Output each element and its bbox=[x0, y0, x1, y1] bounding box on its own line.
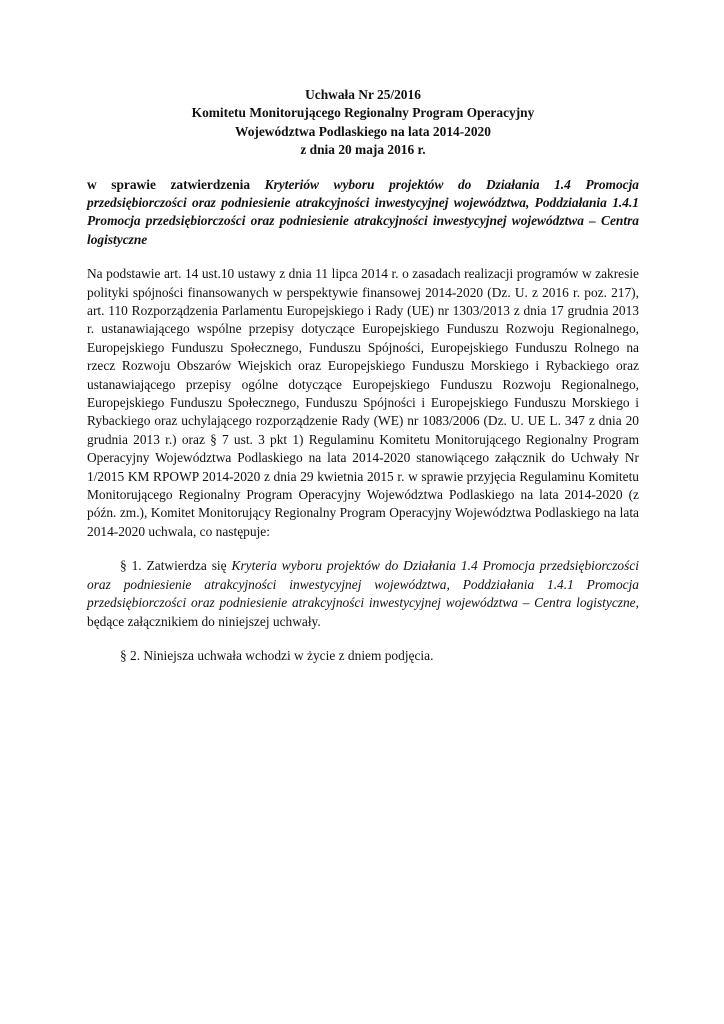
section-1-prefix: § 1. Zatwierdza się bbox=[120, 558, 232, 574]
section-1-suffix: , będące załącznikiem do niniejszej uchwały. bbox=[87, 595, 639, 629]
section-1-title: Kryteria wyboru projektów do Działania 1.4 Promocja przedsiębiorczości oraz podniesienie atrakcyjności inwestycyjnej województwa, Poddziałania 1.4.1 Promocja przedsiębiorczości oraz podniesienie atrakcyjności inwestycyjnej województwa – Centra logistyczne bbox=[87, 558, 639, 611]
resolution-number: Uchwała Nr 25/2016 bbox=[305, 87, 421, 102]
program-name: Województwa Podlaskiego na lata 2014-2020 bbox=[235, 123, 491, 139]
section-2-paragraph: § 2. Niniejsza uchwała wchodzi w życie z dniem podjęcia. bbox=[120, 647, 434, 663]
legal-basis-paragraph: Na podstawie art. 14 ust.10 ustawy z dnia 11 lipca 2014 r. o zasadach realizacji programów w zakresie polityki spójności finansowanych w perspektywie finansowej 2014-2020 (Dz. U. z 2016 r. poz. 217), art. 110 Rozporządzenia Parlamentu Europejskiego i Rady (UE) nr 1303/2013 z dnia 17 grudnia 2013 r. ustanawiającego wspólne przepisy dotyczące Europejskiego Funduszu Rozwoju Regionalnego, Europejskiego Funduszu Społecznego, Funduszu Spójności, Europejskiego Funduszu Rolnego na rzecz Rozwoju Obszarów Wiejskich oraz Europejskiego Funduszu Morskiego i Rybackiego oraz ustanawiającego przepisy ogólne dotyczące Europejskiego Funduszu Rozwoju Regionalnego, Europejskiego Funduszu Społecznego, Funduszu Spójności i Europejskiego Funduszu Morskiego i Rybackiego oraz uchylającego rozporządzenie Rady (WE) nr 1083/2006 (Dz. U. UE L. 347 z dnia 20 grudnia 2013 r.) oraz § 7 ust. 3 pkt 1) Regulaminu Komitetu Monitorującego Regionalny Program Operacyjny Województwa Podlaskiego na lata 2014-2020 stanowiącego załącznik do Uchwały Nr 1/2015 KM RPOWP 2014-2020 z dnia 29 kwietnia 2015 r. w sprawie przyjęcia Regulaminu Komitetu Monitorującego Regionalny Program Operacyjny Województwa Podlaskiego na lata 2014-2020 (z późn. zm.), Komitet Monitorujący Regionalny Program Operacyjny Województwa Podlaskiego na lata 2014-2020 uchwala, co następuje: bbox=[87, 266, 639, 539]
section-1-paragraph bbox=[87, 557, 639, 631]
resolution-date: z dnia 20 maja 2016 r. bbox=[300, 142, 426, 158]
subject-prefix: w sprawie zatwierdzenia bbox=[87, 176, 265, 192]
resolution-header bbox=[87, 86, 639, 160]
committee-name: Komitetu Monitorującego Regionalny Program Operacyjny bbox=[191, 105, 535, 121]
subject-title: Kryteriów wyboru projektów do Działania 1.4 Promocja przedsiębiorczości oraz podniesienie atrakcyjności inwestycyjnej województwa, Poddziałania 1.4.1 Promocja przedsiębiorczości oraz podniesienie atrakcyjności inwestycyjnej województwa – Centra logistyczne bbox=[87, 176, 640, 247]
document-page bbox=[87, 86, 639, 665]
resolution-subject bbox=[87, 176, 639, 250]
